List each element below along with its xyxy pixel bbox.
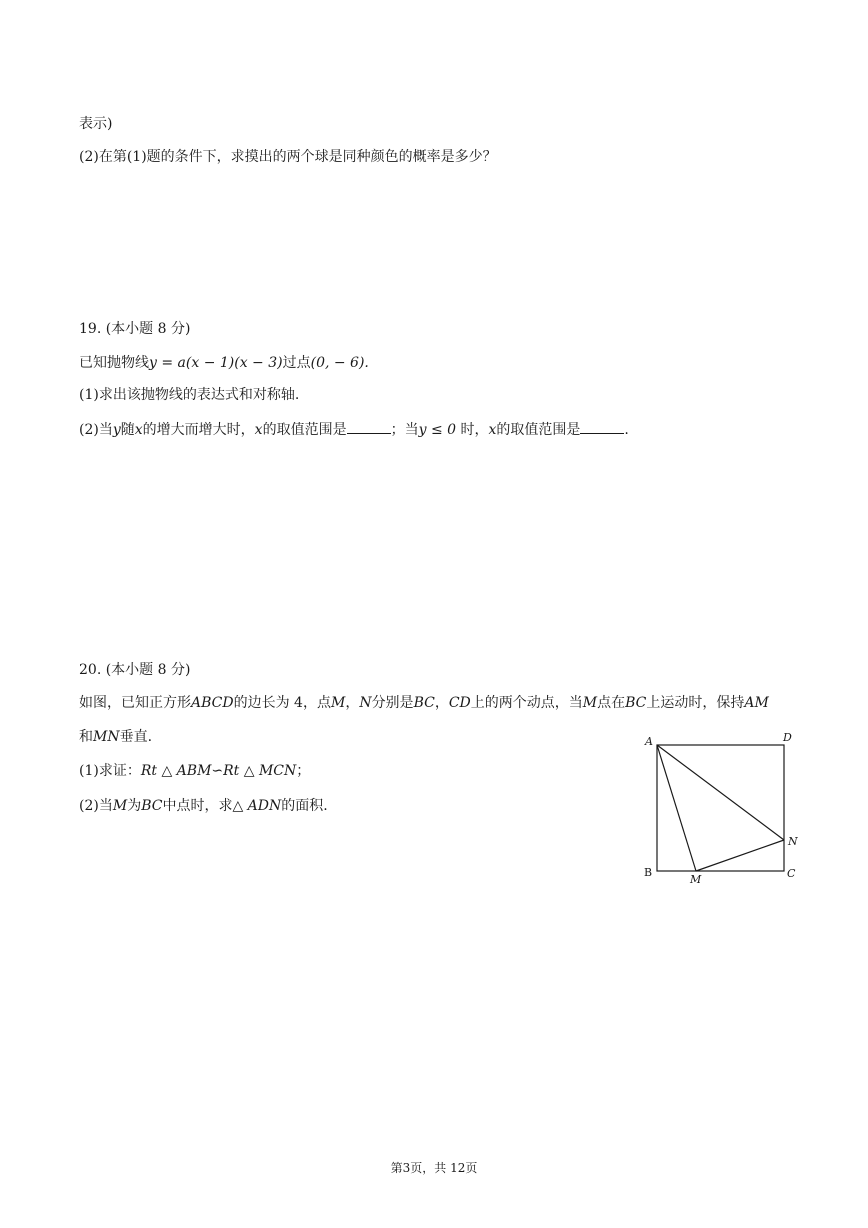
answer-blank	[347, 421, 391, 434]
q20-var: BC	[625, 695, 647, 711]
q20-var: ADN	[247, 798, 282, 814]
q20-var: BC	[141, 798, 163, 814]
q19-p2-text: .	[624, 422, 629, 438]
q20-text: 为	[127, 798, 142, 814]
q20-text: (2)当	[79, 798, 113, 814]
q20-text: 上的两个动点，当	[470, 695, 583, 711]
q20-header: 20. (本小题 8 分)	[79, 662, 191, 678]
q20-text: ，	[345, 695, 360, 711]
q20-var: M	[582, 695, 598, 711]
q20-text: 垂直.	[119, 729, 153, 745]
q20-var: CD	[448, 695, 471, 711]
q19-stem	[79, 354, 369, 372]
q19-p2-text: ；当	[390, 422, 419, 438]
q19-var-x: x	[488, 422, 497, 438]
q20-text: (1)求证：	[79, 763, 141, 779]
square-figure	[630, 725, 810, 890]
q19-condition: y ≤ 0	[418, 422, 457, 438]
q20-var: AM	[744, 695, 769, 711]
q20-text: 上运动时，保持	[646, 695, 745, 711]
label-c: C	[787, 867, 796, 880]
q18-continuation: 表示)	[79, 116, 113, 132]
q20-var: N	[359, 695, 372, 711]
q20-text: 的面积.	[281, 798, 328, 814]
q19-header: 19. (本小题 8 分)	[79, 321, 191, 337]
q20-text: ，	[434, 695, 449, 711]
q20-similarity: Rt △ ABM∽Rt △ MCN	[140, 763, 297, 779]
q20-text: 点在	[597, 695, 626, 711]
q19-part1: (1)求出该抛物线的表达式和对称轴.	[79, 387, 300, 403]
q20-text: 分别是	[371, 695, 414, 711]
q20-var: MN	[93, 729, 120, 745]
q19-var-y: y	[112, 422, 121, 438]
label-n: N	[788, 835, 798, 848]
segment-an	[657, 745, 784, 840]
q19-part2	[79, 421, 629, 439]
q19-var-x: x	[254, 422, 263, 438]
q20-var: M	[112, 798, 128, 814]
q19-var-x: x	[134, 422, 143, 438]
q20-text: 和	[79, 729, 93, 745]
label-b: B	[644, 866, 653, 879]
q19-p2-text: 的增大而增大时，	[142, 422, 255, 438]
q20-var: BC	[413, 695, 435, 711]
q20-var: M	[330, 695, 346, 711]
segment-mn	[696, 840, 784, 871]
q19-stem-text2: 过点	[282, 355, 311, 371]
q20-var: ABCD	[191, 695, 234, 711]
q19-p2-text: 的取值范围是	[496, 422, 581, 438]
q18-part2: (2)在第(1)题的条件下，求摸出的两个球是同种颜色的概率是多少？	[79, 149, 497, 165]
q19-p2-text: 的取值范围是	[262, 422, 347, 438]
q20-text: 的边长为 4，点	[233, 695, 331, 711]
q19-formula: y = a(x − 1)(x − 3)	[149, 355, 283, 371]
answer-blank	[580, 421, 624, 434]
label-d: D	[783, 731, 792, 744]
q20-stem-line1	[79, 694, 769, 712]
q20-text: 中点时，求△	[162, 798, 248, 814]
q19-stem-text: 已知抛物线	[79, 355, 149, 371]
q19-p2-text: (2)当	[79, 422, 113, 438]
q20-part2	[79, 797, 328, 815]
q20-part1	[79, 762, 310, 780]
label-m: M	[690, 873, 702, 886]
q20-stem-line2	[79, 728, 152, 746]
segment-am	[657, 745, 696, 871]
q19-p2-text: 时，	[456, 422, 489, 438]
q19-p2-text: 随	[120, 422, 135, 438]
q20-text: 如图，已知正方形	[79, 695, 191, 711]
q20-text: ；	[296, 763, 311, 779]
q19-point: (0, − 6).	[310, 355, 369, 371]
label-a: A	[645, 735, 653, 748]
page-footer: 第3页，共 12页	[390, 1161, 478, 1175]
